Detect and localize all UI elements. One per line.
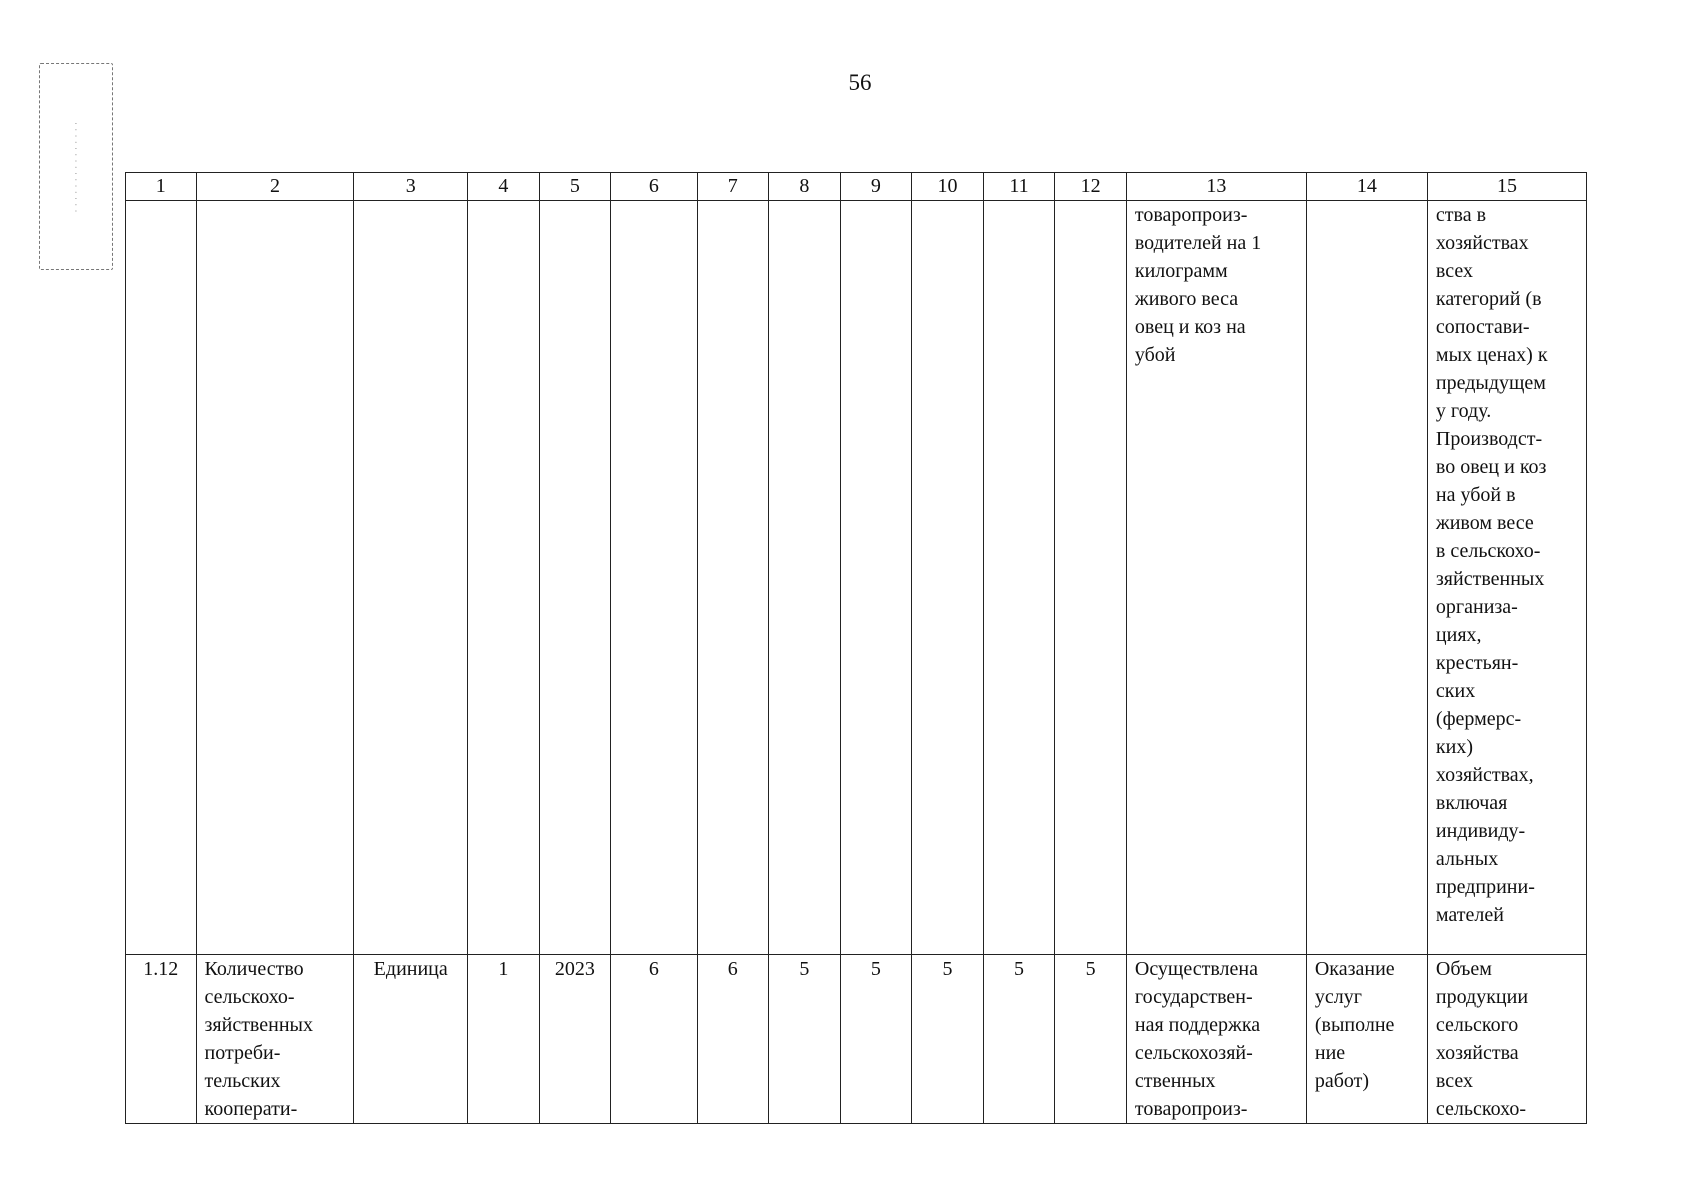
- table-cell: 2023: [539, 955, 611, 1124]
- page-number: 56: [848, 70, 872, 95]
- column-number: 12: [1055, 173, 1127, 201]
- table-cell: ства в хозяйствах всех категорий (в сопостави- мых ценах) к предыдущем у году. Производст- во овец и коз на убой в живом весе в сельскохо- зяйственных организа- циях, крестьян- ских (фермерс- ких) хозяйствах, включая индивиду- альных предприни- мателей: [1427, 201, 1586, 955]
- table-row: [126, 955, 1587, 1124]
- table-cell: 5: [983, 955, 1055, 1124]
- table-cell: 1: [468, 955, 540, 1124]
- table-cell: [912, 201, 984, 955]
- column-number: 3: [354, 173, 468, 201]
- table-cell: Оказание услуг (выполне ние работ): [1306, 955, 1427, 1124]
- column-number: 8: [769, 173, 841, 201]
- table-cell: Количество сельскохо- зяйственных потреби- тельских кооперати-: [196, 955, 354, 1124]
- column-number: 4: [468, 173, 540, 201]
- column-number: 6: [611, 173, 697, 201]
- table-cell: Осуществлена государствен- ная поддержка сельскохозяй- ственных товаропроиз-: [1126, 955, 1306, 1124]
- column-number: 11: [983, 173, 1055, 201]
- column-number: 15: [1427, 173, 1586, 201]
- table-cell: [196, 201, 354, 955]
- table-cell: 5: [769, 955, 841, 1124]
- table-cell: 6: [697, 955, 769, 1124]
- stamp-illegible-text: · · · · · · · · · · · · · · ·: [71, 121, 81, 212]
- table-cell: [840, 201, 912, 955]
- table-cell: 5: [840, 955, 912, 1124]
- table-cell: [1055, 201, 1127, 955]
- table-cell: [611, 201, 697, 955]
- table-cell: 6: [611, 955, 697, 1124]
- column-number: 2: [196, 173, 354, 201]
- margin-stamp-image: [39, 63, 113, 270]
- table-cell: Единица: [354, 955, 468, 1124]
- table-cell: [354, 201, 468, 955]
- table-cell: Объем продукции сельского хозяйства всех сельскохо-: [1427, 955, 1586, 1124]
- table-cell: 5: [1055, 955, 1127, 1124]
- column-number: 10: [912, 173, 984, 201]
- table-cell: [539, 201, 611, 955]
- column-number: 9: [840, 173, 912, 201]
- table-cell: [983, 201, 1055, 955]
- column-number: 7: [697, 173, 769, 201]
- column-number: 5: [539, 173, 611, 201]
- table-cell: [697, 201, 769, 955]
- column-number: 14: [1306, 173, 1427, 201]
- column-number: 1: [126, 173, 197, 201]
- table-cell: товаропроиз- водителей на 1 килограмм живого веса овец и коз на убой: [1126, 201, 1306, 955]
- column-number: 13: [1126, 173, 1306, 201]
- table-cell: [468, 201, 540, 955]
- indicators-table: [125, 172, 1587, 1124]
- table-row: [126, 201, 1587, 955]
- table-cell: [1306, 201, 1427, 955]
- table-cell: 1.12: [126, 955, 197, 1124]
- table-cell: [769, 201, 841, 955]
- table-cell: 5: [912, 955, 984, 1124]
- column-number-row: [126, 173, 1587, 201]
- table-cell: [126, 201, 197, 955]
